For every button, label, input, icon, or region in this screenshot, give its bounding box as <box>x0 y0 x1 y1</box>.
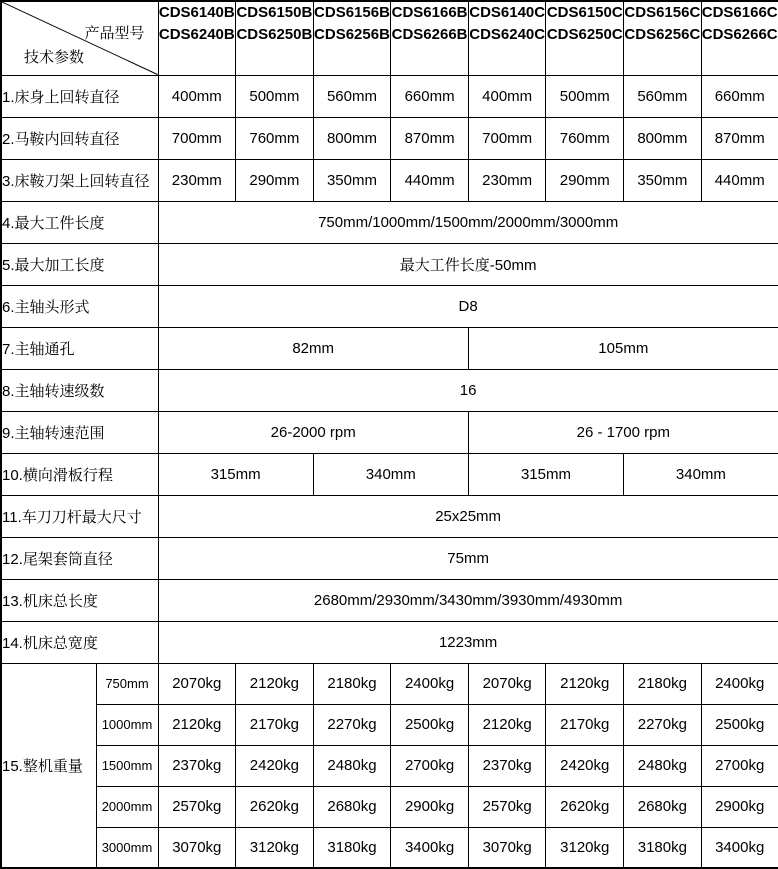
spec-value-cell: 400mm <box>468 75 546 117</box>
weight-value-cell: 2270kg <box>624 704 702 745</box>
weight-value-cell: 2070kg <box>468 663 546 704</box>
weight-value-cell: 2270kg <box>313 704 391 745</box>
weight-value-cell: 2120kg <box>546 663 624 704</box>
spec-value-cell: 2680mm/2930mm/3430mm/3930mm/4930mm <box>158 579 778 621</box>
weight-value-cell: 2900kg <box>701 786 778 827</box>
row-label: 6.主轴头形式 <box>1 285 158 327</box>
weight-value-cell: 2420kg <box>236 745 314 786</box>
spec-row <box>1 75 778 117</box>
weight-value-cell: 2170kg <box>236 704 314 745</box>
spec-value-cell: 315mm <box>468 453 623 495</box>
spec-value-cell: 350mm <box>313 159 391 201</box>
weight-value-cell: 2570kg <box>158 786 236 827</box>
model-name-line1: CDS6140B <box>158 4 235 21</box>
spec-value-cell: 290mm <box>236 159 314 201</box>
row-label: 4.最大工件长度 <box>1 201 158 243</box>
row-label: 11.车刀刀杆最大尺寸 <box>1 495 158 537</box>
weight-value-cell: 2500kg <box>391 704 469 745</box>
row-label: 9.主轴转速范围 <box>1 411 158 453</box>
row-label: 13.机床总长度 <box>1 579 158 621</box>
spec-value-cell: 25x25mm <box>158 495 778 537</box>
model-header-cell <box>236 1 314 75</box>
weight-value-cell: 2170kg <box>546 704 624 745</box>
model-name-line1: CDS6140C <box>469 4 546 21</box>
weight-value-cell: 3070kg <box>158 827 236 868</box>
model-name-line2: CDS6266B <box>391 26 468 43</box>
row-label: 2.马鞍内回转直径 <box>1 117 158 159</box>
spec-value-cell: 660mm <box>391 75 469 117</box>
weight-value-cell: 3400kg <box>701 827 778 868</box>
spec-value-cell: 最大工件长度-50mm <box>158 243 778 285</box>
model-name-line1: CDS6156B <box>314 4 390 21</box>
weight-value-cell: 2620kg <box>236 786 314 827</box>
weight-value-cell: 2700kg <box>391 745 469 786</box>
model-header-cell <box>701 1 778 75</box>
spec-value-cell: 750mm/1000mm/1500mm/2000mm/3000mm <box>158 201 778 243</box>
weight-row <box>1 704 778 745</box>
weight-row <box>1 786 778 827</box>
weight-value-cell: 2900kg <box>391 786 469 827</box>
row-label: 12.尾架套筒直径 <box>1 537 158 579</box>
weight-value-cell: 3120kg <box>236 827 314 868</box>
spec-value-cell: 800mm <box>624 117 702 159</box>
weight-value-cell: 2120kg <box>236 663 314 704</box>
weight-value-cell: 2370kg <box>468 745 546 786</box>
weight-value-cell: 3120kg <box>546 827 624 868</box>
spec-row <box>1 117 778 159</box>
weight-value-cell: 2120kg <box>158 704 236 745</box>
spec-value-cell: 440mm <box>701 159 778 201</box>
spec-row <box>1 201 778 243</box>
model-header-cell <box>468 1 546 75</box>
spec-value-cell: 440mm <box>391 159 469 201</box>
weight-value-cell: 2120kg <box>468 704 546 745</box>
spec-value-cell: 870mm <box>701 117 778 159</box>
model-name-line2: CDS6266C <box>701 26 778 43</box>
spec-value-cell: 26-2000 rpm <box>158 411 468 453</box>
model-header-cell <box>313 1 391 75</box>
weight-value-cell: 2570kg <box>468 786 546 827</box>
spec-value-cell: 800mm <box>313 117 391 159</box>
spec-value-cell: 75mm <box>158 537 778 579</box>
spec-value-cell: 105mm <box>468 327 778 369</box>
spec-value-cell: 340mm <box>624 453 778 495</box>
spec-value-cell: 760mm <box>546 117 624 159</box>
spec-value-cell: 290mm <box>546 159 624 201</box>
weight-value-cell: 2180kg <box>624 663 702 704</box>
weight-row <box>1 663 778 704</box>
row-label: 14.机床总宽度 <box>1 621 158 663</box>
spec-value-cell: 870mm <box>391 117 469 159</box>
spec-value-cell: 400mm <box>158 75 236 117</box>
model-header-cell <box>624 1 702 75</box>
spec-row <box>1 159 778 201</box>
workpiece-length-label: 3000mm <box>96 827 158 868</box>
model-header-cell <box>158 1 236 75</box>
spec-row <box>1 495 778 537</box>
header-row <box>1 1 778 75</box>
workpiece-length-label: 2000mm <box>96 786 158 827</box>
row-label: 3.床鞍刀架上回转直径 <box>1 159 158 201</box>
spec-value-cell: 560mm <box>313 75 391 117</box>
product-model-label: 产品型号 <box>84 25 145 42</box>
spec-value-cell: 340mm <box>313 453 468 495</box>
spec-row <box>1 453 778 495</box>
weight-row <box>1 745 778 786</box>
weight-value-cell: 2420kg <box>546 745 624 786</box>
model-name-line2: CDS6256C <box>624 26 701 43</box>
weight-row <box>1 827 778 868</box>
spec-value-cell: 700mm <box>158 117 236 159</box>
row-label: 8.主轴转速级数 <box>1 369 158 411</box>
spec-value-cell: 500mm <box>236 75 314 117</box>
model-header-cell <box>546 1 624 75</box>
workpiece-length-label: 1500mm <box>96 745 158 786</box>
weight-value-cell: 3070kg <box>468 827 546 868</box>
row-label: 1.床身上回转直径 <box>1 75 158 117</box>
weight-value-cell: 2480kg <box>624 745 702 786</box>
corner-header-cell <box>1 1 158 75</box>
row-label: 10.横向滑板行程 <box>1 453 158 495</box>
weight-value-cell: 2700kg <box>701 745 778 786</box>
weight-value-cell: 3400kg <box>391 827 469 868</box>
model-name-line2: CDS6256B <box>314 26 390 43</box>
row-label: 7.主轴通孔 <box>1 327 158 369</box>
spec-value-cell: D8 <box>158 285 778 327</box>
spec-value-cell: 500mm <box>546 75 624 117</box>
weight-value-cell: 2500kg <box>701 704 778 745</box>
weight-value-cell: 3180kg <box>624 827 702 868</box>
weight-value-cell: 2370kg <box>158 745 236 786</box>
model-header-cell <box>391 1 469 75</box>
row-label: 5.最大加工长度 <box>1 243 158 285</box>
row-label-weight: 15.整机重量 <box>1 663 96 868</box>
weight-value-cell: 2680kg <box>624 786 702 827</box>
spec-value-cell: 350mm <box>624 159 702 201</box>
tech-params-label: 技术参数 <box>24 48 85 66</box>
model-name-line2: CDS6250C <box>546 26 623 43</box>
weight-value-cell: 2400kg <box>701 663 778 704</box>
model-name-line1: CDS6150B <box>236 4 313 21</box>
model-name-line2: CDS6240B <box>158 26 235 43</box>
spec-value-cell: 560mm <box>624 75 702 117</box>
spec-value-cell: 16 <box>158 369 778 411</box>
spec-value-cell: 1223mm <box>158 621 778 663</box>
weight-value-cell: 2400kg <box>391 663 469 704</box>
spec-value-cell: 82mm <box>158 327 468 369</box>
spec-row <box>1 243 778 285</box>
weight-value-cell: 2180kg <box>313 663 391 704</box>
weight-value-cell: 3180kg <box>313 827 391 868</box>
weight-value-cell: 2070kg <box>158 663 236 704</box>
spec-value-cell: 315mm <box>158 453 313 495</box>
weight-value-cell: 2680kg <box>313 786 391 827</box>
spec-value-cell: 26 - 1700 rpm <box>468 411 778 453</box>
spec-row <box>1 285 778 327</box>
workpiece-length-label: 1000mm <box>96 704 158 745</box>
spec-row <box>1 369 778 411</box>
workpiece-length-label: 750mm <box>96 663 158 704</box>
model-name-line2: CDS6250B <box>236 26 313 43</box>
model-name-line1: CDS6150C <box>546 4 623 21</box>
model-name-line1: CDS6166B <box>391 4 468 21</box>
model-name-line1: CDS6166C <box>701 4 778 21</box>
spec-row <box>1 411 778 453</box>
spec-row <box>1 621 778 663</box>
model-name-line1: CDS6156C <box>624 4 701 21</box>
spec-value-cell: 700mm <box>468 117 546 159</box>
spec-row <box>1 537 778 579</box>
spec-value-cell: 760mm <box>236 117 314 159</box>
weight-value-cell: 2480kg <box>313 745 391 786</box>
spec-value-cell: 230mm <box>468 159 546 201</box>
spec-value-cell: 660mm <box>701 75 778 117</box>
model-name-line2: CDS6240C <box>469 26 546 43</box>
spec-row <box>1 327 778 369</box>
spec-value-cell: 230mm <box>158 159 236 201</box>
weight-value-cell: 2620kg <box>546 786 624 827</box>
spec-row <box>1 579 778 621</box>
